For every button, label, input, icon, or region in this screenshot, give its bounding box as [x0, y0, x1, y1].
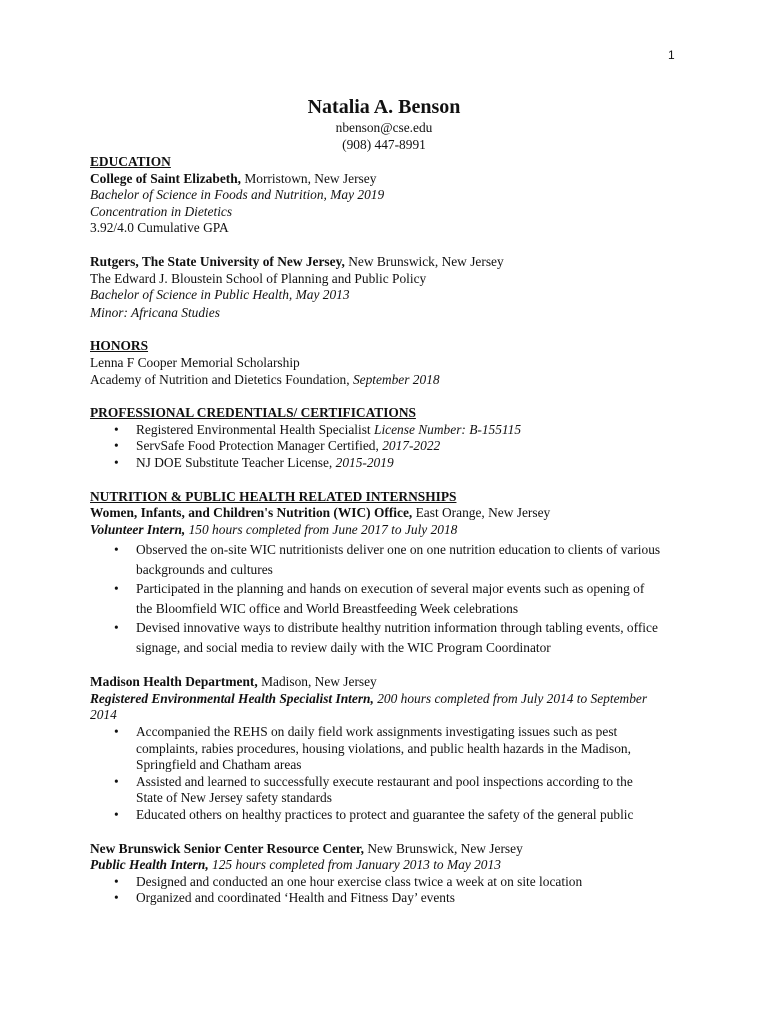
bullet-line: • Organized and coordinated ‘Health and Fitness Day’ events — [136, 890, 455, 906]
org-line — [90, 674, 690, 691]
school-name: Rutgers, The State University of New Jersey, — [90, 253, 345, 269]
credentials-heading: PROFESSIONAL CREDENTIALS/ CERTIFICATIONS — [90, 405, 416, 421]
bullet-line: • Assisted and learned to successfully execute restaurant and pool inspections according to the — [136, 773, 633, 789]
list-item — [90, 579, 690, 618]
role-line — [90, 522, 690, 539]
role-hours: 125 hours completed from January 2013 to May 2013 — [208, 857, 501, 873]
list-item — [90, 874, 690, 891]
wic-duties-list — [90, 540, 690, 657]
madison-duties-list — [90, 724, 690, 824]
degree: Bachelor of Science in Foods and Nutrition, May 2019 — [90, 187, 385, 203]
org-name: Women, Infants, and Children's Nutrition (WIC) Office, — [90, 505, 413, 521]
bullet-line: State of New Jersey safety standards — [136, 790, 332, 806]
school-line — [90, 254, 690, 271]
org-line — [90, 841, 690, 858]
org-line — [90, 505, 690, 522]
honor-line — [90, 372, 690, 389]
credential-detail: License Number: B-155115 — [374, 421, 522, 437]
credentials-list — [90, 422, 690, 472]
bullet-line: the Bloomfield WIC office and World Breastfeeding Week celebrations — [136, 600, 519, 616]
credential-text: Registered Environmental Health Specialist — [136, 421, 374, 437]
role-title: Public Health Intern, — [90, 857, 209, 873]
resume-body — [90, 154, 690, 907]
education-heading: EDUCATION — [90, 154, 171, 169]
school-location: Morristown, New Jersey — [241, 170, 377, 186]
senior-center-duties-list — [90, 874, 690, 907]
honor-text: Academy of Nutrition and Dietetics Foundation, — [90, 371, 353, 387]
role-title: Volunteer Intern, — [90, 521, 186, 537]
list-item — [90, 618, 690, 657]
bullet-line: • Educated others on healthy practices to protect and guarantee the safety of the general public — [136, 807, 634, 823]
role-line — [90, 691, 690, 708]
bullet-line: • Designed and conducted an one hour exercise class twice a week at on site location — [136, 873, 583, 889]
org-location: Madison, New Jersey — [257, 674, 377, 690]
school-name: College of Saint Elizabeth, — [90, 170, 242, 186]
bullet-line: • Devised innovative ways to distribute healthy nutrition information through tabling events, office — [136, 620, 658, 636]
list-item — [90, 540, 690, 579]
honors-heading: HONORS — [90, 338, 149, 354]
role-hours-continued: 2014 — [90, 707, 117, 723]
credential-detail: 2015-2019 — [335, 454, 394, 470]
credential-detail: 2017-2022 — [382, 438, 441, 454]
bullet-line: backgrounds and cultures — [136, 561, 273, 577]
list-item — [90, 807, 690, 824]
email-address: nbenson@cse.edu — [335, 120, 433, 135]
honor-date: September 2018 — [352, 371, 440, 387]
role-title: Registered Environmental Health Specialist Intern, — [90, 690, 374, 706]
page-number: 1 — [668, 48, 675, 62]
gpa: 3.92/4.0 Cumulative GPA — [90, 220, 229, 236]
role-line — [90, 857, 690, 874]
school-line — [90, 171, 690, 188]
list-item — [90, 890, 690, 907]
school-location: New Brunswick, New Jersey — [344, 253, 504, 269]
org-name: Madison Health Department, — [90, 674, 258, 690]
bullet-line: • Observed the on-site WIC nutritionists deliver one on one nutrition education to clients of various — [136, 542, 661, 558]
bullet-line: signage, and social media to review daily with the WIC Program Coordinator — [136, 639, 551, 655]
list-item — [90, 724, 690, 774]
list-item — [90, 438, 690, 455]
internships-heading: NUTRITION & PUBLIC HEALTH RELATED INTERNSHIPS — [90, 488, 457, 504]
phone-number: (908) 447-8991 — [342, 136, 426, 152]
credential-text: NJ DOE Substitute Teacher License, — [136, 454, 336, 470]
school-division: The Edward J. Bloustein School of Planning and Public Policy — [90, 270, 427, 286]
bullet-line: • Accompanied the REHS on daily field work assignments investigating issues such as pest — [136, 724, 618, 740]
applicant-name: Natalia A. Benson — [307, 96, 461, 118]
minor: Minor: Africana Studies — [90, 304, 220, 320]
role-hours: 200 hours completed from July 2014 to September — [373, 690, 648, 706]
list-item — [90, 455, 690, 472]
bullet-line: • Participated in the planning and hands on execution of several major events such as opening of — [136, 581, 645, 597]
list-item — [90, 422, 690, 439]
role-hours: 150 hours completed from June 2017 to July 2018 — [185, 521, 458, 537]
bullet-line: complaints, rabies procedures, housing violations, and public health hazards in the Madison, — [136, 740, 631, 756]
bullet-line: Springfield and Chatham areas — [136, 757, 302, 773]
list-item — [90, 774, 690, 807]
resume-header — [0, 94, 768, 153]
org-location: East Orange, New Jersey — [412, 505, 551, 521]
org-location: New Brunswick, New Jersey — [363, 840, 523, 856]
degree: Bachelor of Science in Public Health, May 2013 — [90, 287, 350, 303]
concentration: Concentration in Dietetics — [90, 203, 233, 219]
honor-line — [90, 355, 690, 372]
honor-text: Lenna F Cooper Memorial Scholarship — [90, 354, 300, 370]
org-name: New Brunswick Senior Center Resource Center, — [90, 840, 364, 856]
credential-text: ServSafe Food Protection Manager Certified, — [136, 438, 383, 454]
